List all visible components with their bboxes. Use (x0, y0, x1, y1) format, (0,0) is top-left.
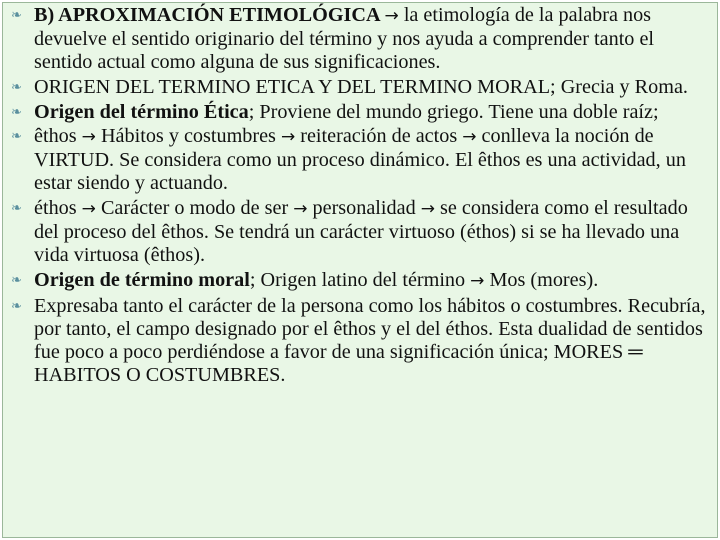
item-heading: Origen del término Ética (34, 100, 249, 123)
item-heading: Origen de término moral (34, 269, 250, 291)
arrow-icon: → (81, 127, 96, 148)
item-text: se considera como el resultado del proceso del êthos. Se tendrá un carácter virtuoso (éthos) si se ha llevado una vida virtuosa (êthos). (34, 197, 688, 267)
item-text: Hábitos y costumbres (95, 125, 281, 148)
item-text: êthos (34, 125, 82, 148)
item-text: ; Origen latino del término (249, 269, 471, 291)
list-item (11, 196, 711, 267)
list-item (11, 3, 711, 74)
arrow-icon: → (420, 199, 435, 220)
arrow-icon: → (81, 199, 96, 220)
list-item (11, 268, 711, 293)
item-text: ; Proviene del mundo griego. Tiene una doble raíz; (248, 100, 659, 123)
item-text: Mos (mores). (484, 269, 599, 291)
item-text: Expresaba tanto el carácter de la persona como los hábitos o costumbres. Recubría, por tanto, el campo designado por el êthos y el del éthos. Esta dualidad de sentidos fue poco a poco perdiéndose a favor de una significación única; MORES ═ HABITOS O COSTUMBRES. (34, 294, 706, 386)
feather-bullet-icon: ❧ (11, 128, 22, 144)
feather-bullet-icon: ❧ (11, 103, 22, 119)
item-heading: B) APROXIMACIÓN ETIMOLÓGICA (34, 4, 385, 26)
item-text: reiteración de actos (295, 125, 463, 148)
feather-bullet-icon: ❧ (11, 272, 22, 287)
feather-bullet-icon: ❧ (11, 7, 22, 22)
item-text: Carácter o modo de ser (95, 197, 294, 220)
item-text: personalidad (307, 197, 421, 220)
item-text: ORIGEN DEL TERMINO ETICA Y DEL TERMINO MORAL; Grecia y Roma. (34, 75, 688, 98)
arrow-icon: → (470, 271, 485, 291)
arrow-icon: → (462, 127, 477, 148)
list-item (11, 124, 711, 195)
feather-bullet-icon: ❧ (11, 297, 22, 313)
content-box (2, 2, 718, 538)
item-text: conlleva la noción de VIRTUD. Se considera como un proceso dinámico. El êthos es una actividad, un estar siendo y actuando. (34, 125, 686, 195)
list-item (11, 294, 711, 387)
list-item (11, 100, 711, 124)
feather-bullet-icon: ❧ (11, 200, 22, 216)
arrow-icon: → (293, 199, 308, 220)
arrow-icon: → (384, 6, 399, 26)
item-text: éthos (34, 197, 82, 220)
arrow-icon: → (280, 127, 296, 148)
feather-bullet-icon: ❧ (11, 78, 22, 94)
list-item (11, 75, 711, 99)
item-text: la etimología de la palabra nos devuelve el sentido originario del término y nos ayuda a comprender tanto el sentido actual como alguna de sus significaciones. (34, 4, 655, 74)
